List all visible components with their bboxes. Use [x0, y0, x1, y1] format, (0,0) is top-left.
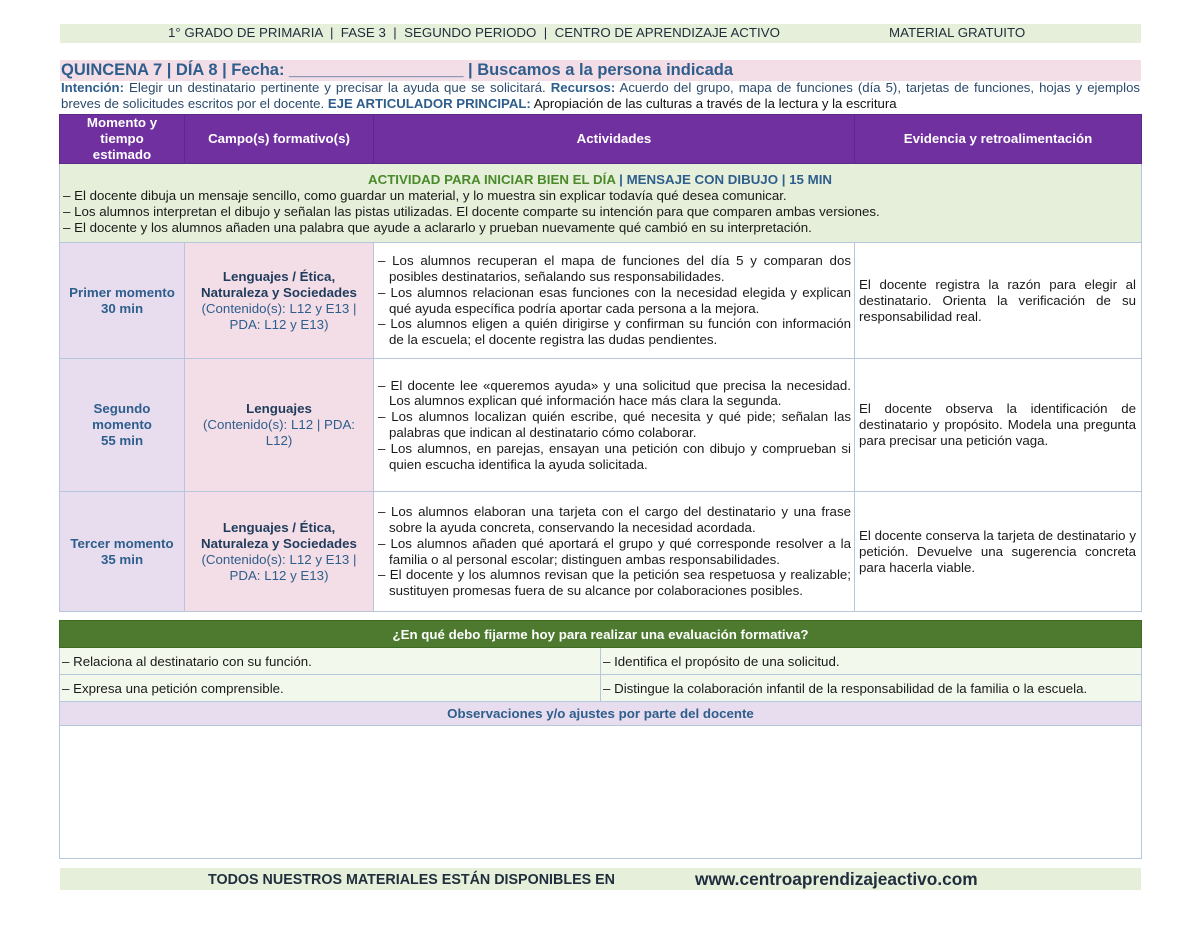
header-actividades: Actividades	[374, 115, 855, 164]
momento-label: Tercer momento	[70, 535, 174, 551]
observaciones-title: Observaciones y/o ajustes por parte del docente	[60, 702, 1142, 726]
campo-label: Lenguajes / Ética, Naturaleza y Sociedades	[201, 268, 357, 300]
table-header-row	[60, 115, 1142, 164]
campo-cell	[185, 243, 374, 359]
iniciar-title	[63, 172, 1137, 188]
evidencia-cell	[855, 243, 1142, 359]
actividad-item: – Los alumnos eligen a quién dirigirse y confirman su función con información de la escuela; el docente registra las dudas pendientes.	[378, 316, 851, 348]
iniciar-title-blue: | MENSAJE CON DIBUJO | 15 MIN	[615, 172, 833, 187]
momento-label: Segundo momento	[92, 401, 152, 432]
observaciones-header-row	[60, 702, 1142, 726]
planning-table	[59, 114, 1142, 612]
momento-time: 30 min	[100, 300, 144, 316]
intencion-label: Intención:	[61, 80, 125, 95]
momento-time: 35 min	[100, 551, 144, 567]
momento-cell	[60, 359, 185, 492]
header-evidencia: Evidencia y retroalimentación	[855, 115, 1142, 164]
evaluation-item: – Expresa una petición comprensible.	[60, 675, 601, 702]
evaluation-table	[59, 620, 1142, 859]
eje-text: Apropiación de las culturas a través de la lectura y la escritura	[533, 95, 897, 111]
evaluation-header-row	[60, 621, 1142, 648]
table-row	[60, 359, 1142, 492]
recursos-text: Acuerdo del grupo, mapa de funciones (día 5), tarjetas de funciones, hojas y ejemplos breves de solicitudes escritos por el docente.	[61, 80, 1140, 111]
actividad-item: – Los alumnos añaden qué aportará el grupo y qué corresponde resolver a la familia o al personal escolar; distinguen ambas responsabilidades.	[378, 535, 851, 567]
evidencia-text: El docente registra la razón para elegir al destinatario. Orienta la verificación de su responsabilidad real.	[859, 276, 1136, 324]
iniciar-row	[60, 164, 1142, 243]
evaluation-row	[60, 675, 1142, 702]
campo-contenido: (Contenido(s): L12 y E13 | PDA: L12 y E13)	[201, 551, 357, 583]
iniciar-title-green: ACTIVIDAD PARA INICIAR BIEN EL DÍA	[367, 172, 616, 187]
campo-contenido: (Contenido(s): L12 y E13 | PDA: L12 y E13)	[201, 300, 357, 332]
header-campo: Campo(s) formativo(s)	[185, 115, 374, 164]
actividad-item: – Los alumnos recuperan el mapa de funciones del día 5 y comparan dos posibles destinatarios, señalando sus responsabilidades.	[378, 253, 851, 284]
header-momento-label: Momento y tiempo estimado	[86, 115, 158, 162]
evidencia-cell	[855, 359, 1142, 492]
evidencia-cell	[855, 492, 1142, 612]
actividad-item: – Los alumnos relacionan esas funciones con la necesidad elegida y explican qué ayuda específica podría aportar cada persona a la mejora.	[378, 284, 851, 316]
campo-label: Lenguajes	[246, 401, 312, 416]
momento-label: Primer momento	[69, 284, 175, 300]
page-title: QUINCENA 7 | DÍA 8 | Fecha: ___________________ | Buscamos a la persona indicada	[61, 61, 734, 79]
momento-time: 55 min	[100, 433, 144, 448]
campo-label: Lenguajes / Ética, Naturaleza y Sociedades	[201, 519, 357, 551]
evaluation-title: ¿En qué debo fijarme hoy para realizar una evaluación formativa?	[60, 621, 1142, 648]
header-bar	[60, 24, 1141, 43]
actividad-item: – El docente y los alumnos revisan que la petición sea respetuosa y realizable; sustituyen promesas fuera de su alcance por colaboraciones posibles.	[378, 567, 851, 599]
observaciones-row	[60, 726, 1142, 859]
evaluation-item: – Identifica el propósito de una solicitud.	[601, 648, 1142, 675]
title-bar	[60, 60, 1141, 81]
campo-cell	[185, 492, 374, 612]
iniciar-line: – El docente y los alumnos añaden una palabra que ayude a aclararlo y prueban nuevamente qué cambió en su interpretación.	[63, 220, 812, 235]
evaluation-item: – Distingue la colaboración infantil de la responsabilidad de la familia o la escuela.	[601, 675, 1142, 702]
iniciar-cell	[60, 164, 1142, 243]
header-grade-info: 1° GRADO DE PRIMARIA | FASE 3 | SEGUNDO PERIODO | CENTRO DE APRENDIZAJE ACTIVO	[168, 25, 780, 40]
actividad-item: – Los alumnos localizan quién escribe, qué necesita y qué pide; señalan las palabras que indican al destinatario cómo colaborar.	[378, 409, 851, 440]
evaluation-item: – Relaciona al destinatario con su función.	[60, 648, 601, 675]
footer-bar	[60, 868, 1141, 890]
header-free-material: MATERIAL GRATUITO	[889, 25, 1026, 40]
momento-cell	[60, 243, 185, 359]
evaluation-row	[60, 648, 1142, 675]
momento-cell	[60, 492, 185, 612]
actividad-item: – Los alumnos, en parejas, ensayan una petición con dibujo y comprueban si quien escucha identifica la ayuda solicitada.	[378, 440, 851, 472]
actividades-cell	[374, 243, 855, 359]
header-momento	[60, 115, 185, 164]
iniciar-line: – El docente dibuja un mensaje sencillo, como guardar un material, y lo muestra sin explicar todavía qué desea comunicar.	[63, 188, 787, 203]
table-row	[60, 492, 1142, 612]
iniciar-line: – Los alumnos interpretan el dibujo y señalan las pistas utilizadas. El docente comparte su intención para que comparen ambas versiones.	[63, 204, 880, 219]
footer-link[interactable]: www.centroaprendizajeactivo.com	[695, 869, 978, 889]
eje-label: EJE ARTICULADOR PRINCIPAL:	[327, 95, 531, 111]
evidencia-text: El docente conserva la tarjeta de destinatario y petición. Devuelve una sugerencia concreta para hacerla viable.	[859, 527, 1136, 575]
actividades-cell	[374, 359, 855, 492]
recursos-label: Recursos:	[550, 80, 616, 95]
actividad-item: – Los alumnos elaboran una tarjeta con el cargo del destinatario y una frase sobre la ayuda concreta, conservando la necesidad acordada.	[378, 504, 851, 535]
observaciones-box[interactable]	[60, 726, 1142, 859]
footer-text: TODOS NUESTROS MATERIALES ESTÁN DISPONIBLES EN	[208, 872, 615, 888]
actividades-cell	[374, 492, 855, 612]
campo-contenido: (Contenido(s): L12 | PDA: L12)	[203, 417, 356, 448]
table-row	[60, 243, 1142, 359]
evidencia-text: El docente observa la identificación de destinatario y propósito. Modela una pregunta para precisar una petición vaga.	[859, 401, 1136, 448]
actividad-item: – El docente lee «queremos ayuda» y una solicitud que precisa la necesidad. Los alumnos explican qué información hace más clara la segunda.	[378, 377, 851, 409]
intencion-text: Elegir un destinatario pertinente y precisar la ayuda que se solicitará.	[129, 80, 546, 95]
intro-paragraph	[61, 80, 1140, 111]
campo-cell	[185, 359, 374, 492]
